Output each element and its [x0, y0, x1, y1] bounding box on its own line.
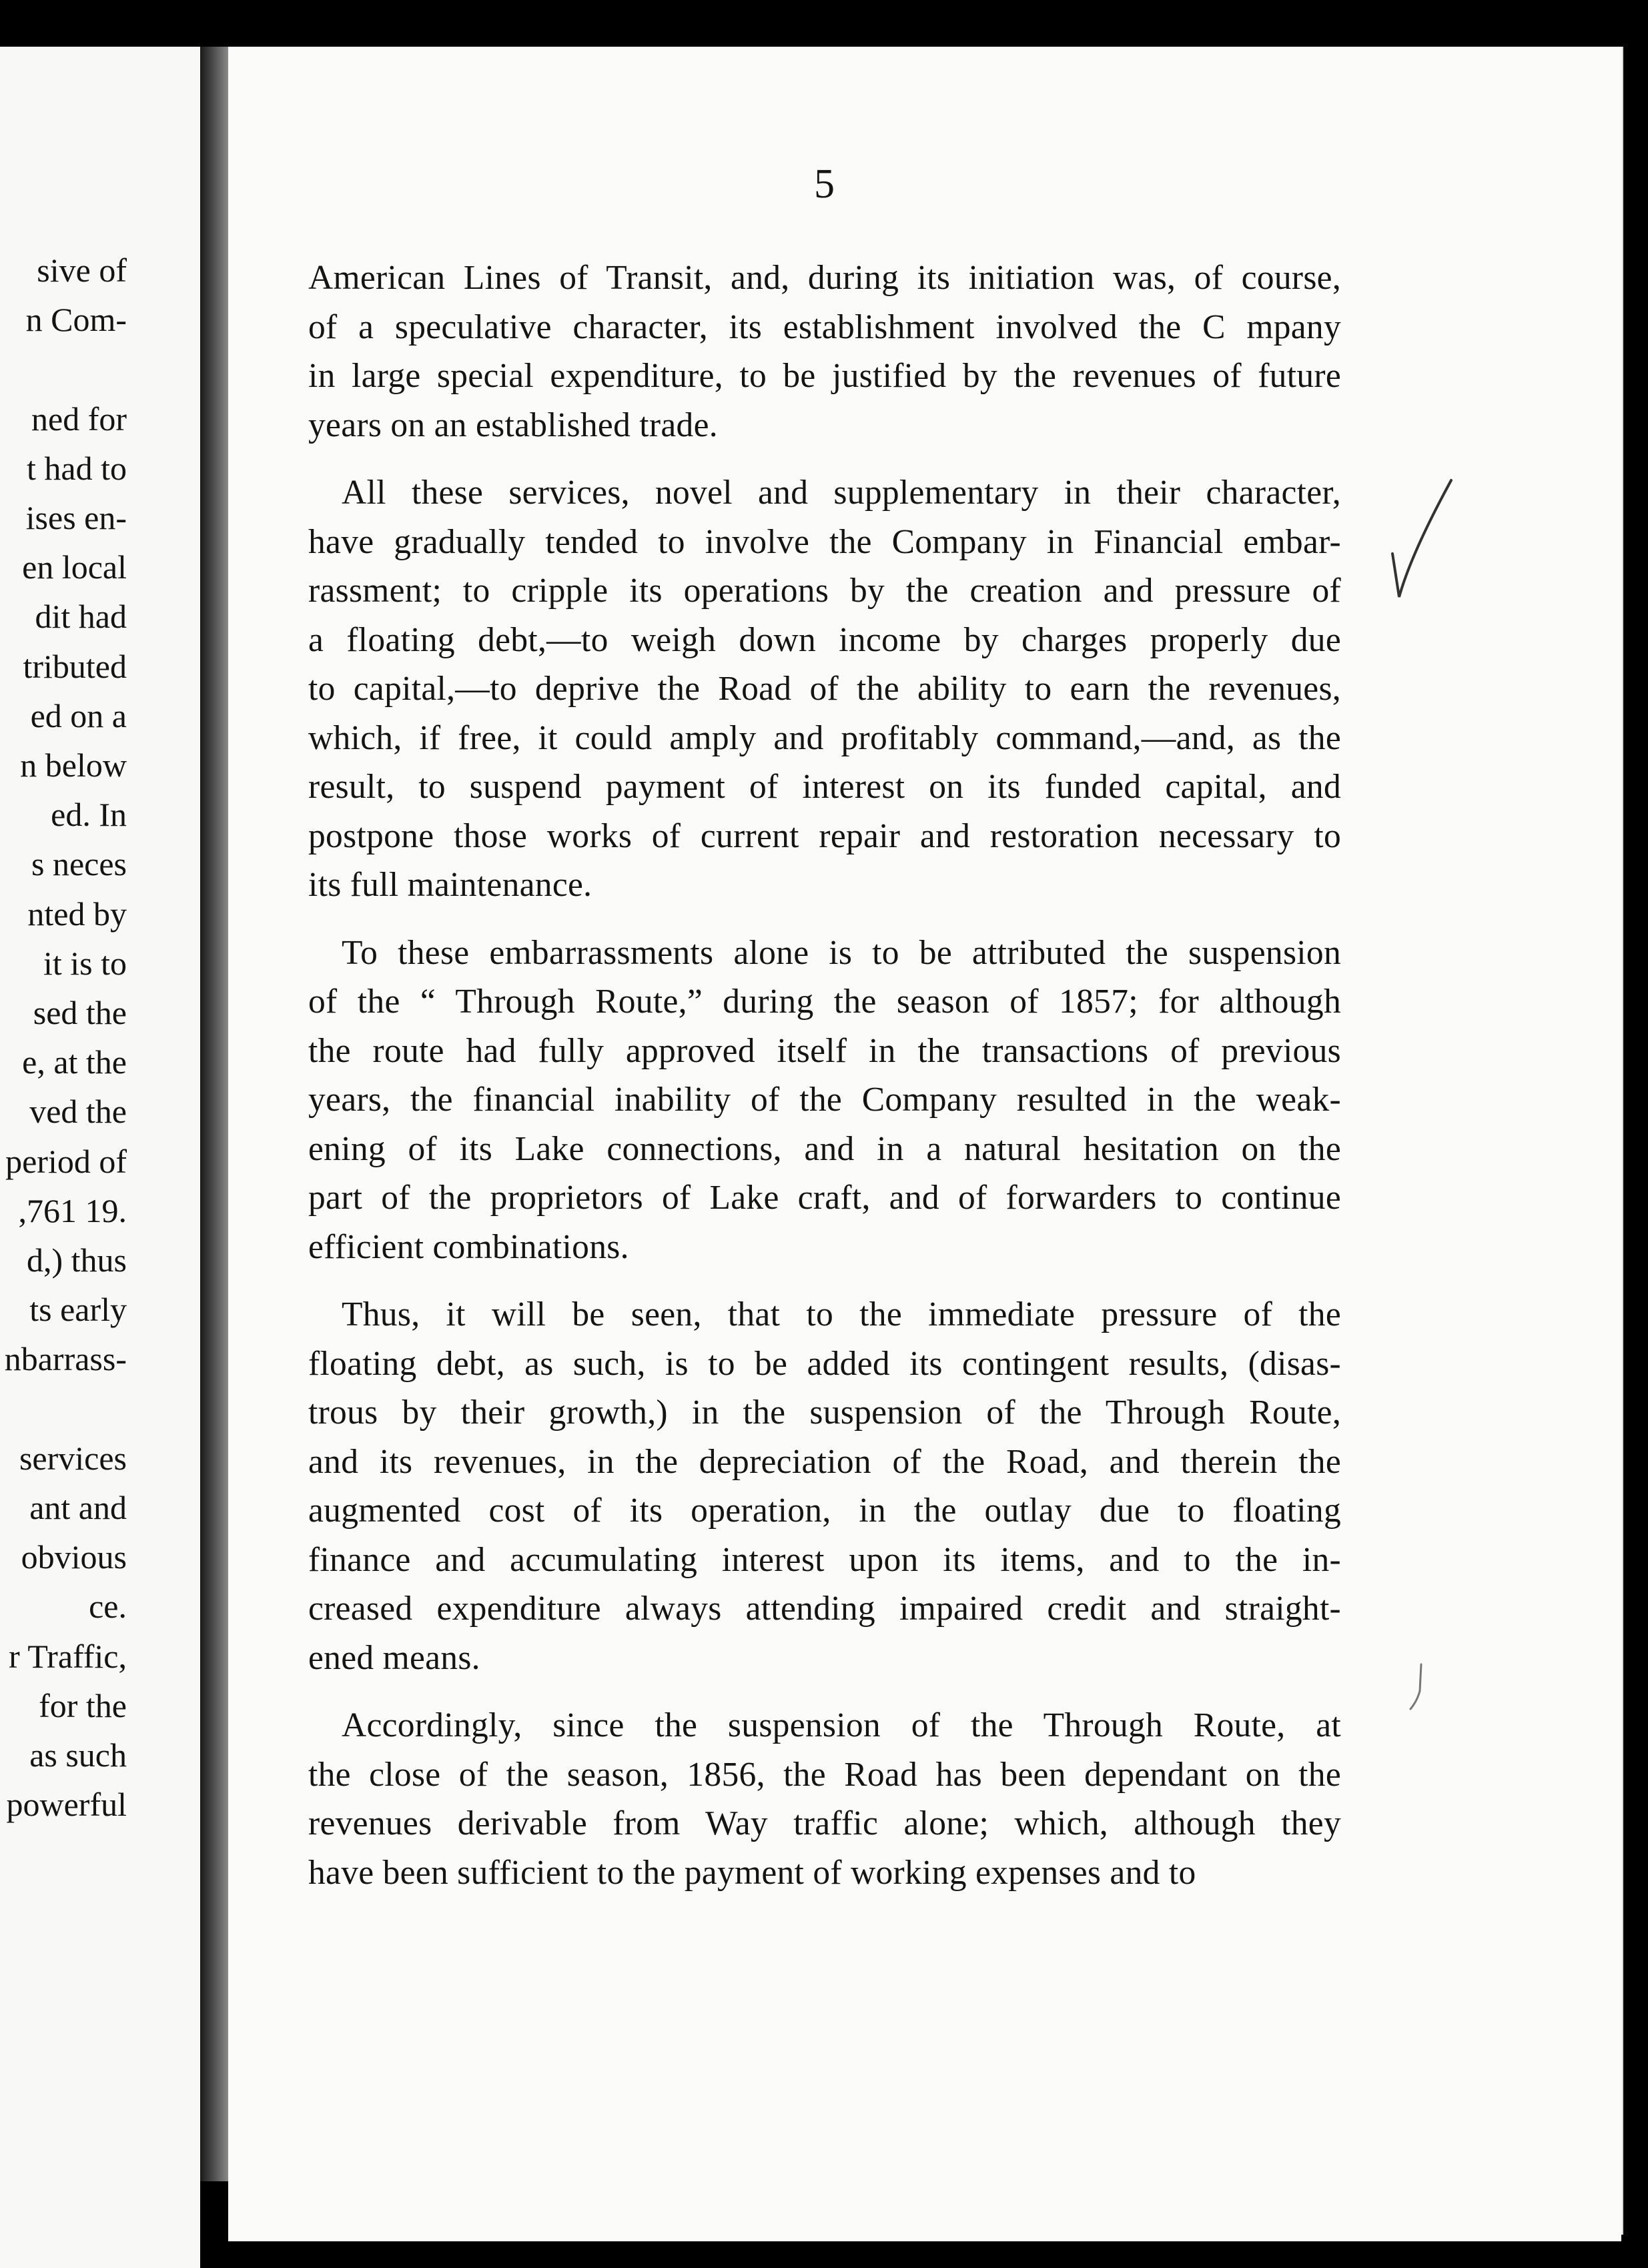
left-page-line: ned for [31, 400, 127, 438]
left-page-line: nted by [27, 895, 127, 933]
left-page-line: it is to [43, 944, 127, 982]
text-line: result, to suspend payment of interest on its funded capital, and [308, 768, 1341, 806]
text-line: postpone those works of current repair and restoration necessary to [308, 816, 1341, 855]
text-line: a floating debt,—to weigh down income by charges properly due [308, 620, 1341, 659]
left-page-line: tributed [23, 647, 127, 685]
text-line: years, the financial inability of the Company resulted in the weak- [308, 1081, 1341, 1119]
left-page-line: ,761 19. [18, 1191, 127, 1229]
text-line: rassment; to cripple its operations by the creation and pressure of [308, 572, 1341, 610]
paragraph [308, 929, 1341, 1272]
left-page-line: period of [5, 1142, 127, 1180]
left-facing-page [0, 47, 200, 2268]
left-page-line: ant and [29, 1489, 127, 1526]
text-line: Thus, it will be seen, that to the immediate pressure of the [342, 1295, 1341, 1333]
left-page-line: ved the [29, 1093, 127, 1131]
text-line: ening of its Lake connections, and in a natural hesitation on the [308, 1129, 1341, 1168]
left-page-line: ises en- [25, 499, 127, 536]
text-line: revenues derivable from Way traffic alone; which, although they [308, 1804, 1341, 1842]
left-page-line: nbarrass- [4, 1340, 127, 1378]
left-page-line: powerful [6, 1786, 127, 1824]
text-line: the close of the season, 1856, the Road has been dependant on the [308, 1755, 1341, 1794]
text-line: trous by their growth,) in the suspension of the Through Route, [308, 1393, 1341, 1432]
page-number: 5 [814, 161, 835, 207]
text-line: part of the proprietors of Lake craft, and of forwarders to continue [308, 1179, 1341, 1217]
text-line: to capital,—to deprive the Road of the ability to earn the revenues, [308, 670, 1341, 708]
text-line: augmented cost of its operation, in the outlay due to floating [308, 1492, 1341, 1530]
left-page-line: ed. In [51, 796, 127, 834]
left-page-line: r Traffic, [9, 1637, 127, 1675]
text-line: years on an established trade. [308, 406, 718, 444]
text-line: have gradually tended to involve the Company in Financial embar- [308, 522, 1341, 561]
text-line: which, if free, it could amply and profitably command,—and, as the [308, 718, 1341, 757]
binding-gutter [200, 47, 228, 2181]
left-page-line: e, at the [22, 1043, 127, 1081]
text-line: All these services, novel and supplementary in their character, [342, 474, 1341, 512]
text-line: floating debt, as such, is to be added its contingent results, (disas- [308, 1344, 1341, 1383]
text-line: finance and accumulating interest upon its items, and to the in- [308, 1540, 1341, 1579]
text-line: and its revenues, in the depreciation of the Road, and therein the [308, 1442, 1341, 1481]
left-page-line: d,) thus [27, 1241, 127, 1279]
text-line: the route had fully approved itself in the transactions of previous [308, 1031, 1341, 1070]
left-page-line: ce. [89, 1588, 127, 1626]
text-line: in large special expenditure, to be justified by the revenues of future [308, 357, 1341, 395]
paragraph [308, 1701, 1341, 1897]
text-line: its full maintenance. [308, 866, 592, 904]
text-line: Accordingly, since the suspension of the Through Route, at [342, 1706, 1341, 1744]
left-page-line: n Com- [25, 301, 127, 339]
left-page-line: en local [22, 548, 127, 586]
text-line: American Lines of Transit, and, during its initiation was, of course, [308, 259, 1341, 297]
left-page-line: as such [29, 1736, 127, 1774]
text-line: efficient combinations. [308, 1227, 629, 1266]
paragraph [308, 468, 1341, 910]
left-page-line: ts early [29, 1291, 127, 1329]
text-line: of a speculative character, its establishment involved the C mpany [308, 308, 1341, 346]
text-line: To these embarrassments alone is to be attributed the suspension [342, 933, 1341, 972]
text-line: of the “ Through Route,” during the season of 1857; for although [308, 983, 1341, 1021]
left-page-line: t had to [27, 449, 127, 487]
left-page-line: n below [20, 746, 127, 784]
text-line: creased expenditure always attending impaired credit and straight- [308, 1590, 1341, 1628]
left-page-line: dit had [35, 598, 127, 636]
body-text [308, 253, 1341, 1916]
paragraph [308, 1290, 1341, 1682]
left-page-line: for the [39, 1686, 127, 1724]
handwritten-checkmark [1384, 474, 1458, 607]
left-page-line: obvious [21, 1538, 127, 1576]
text-line: have been sufficient to the payment of working expenses and to [308, 1853, 1196, 1892]
left-page-line: services [19, 1439, 127, 1477]
paragraph [308, 253, 1341, 450]
left-page-line: sed the [33, 994, 127, 1031]
pencil-mark [1401, 1661, 1428, 1714]
left-page-line: ed on a [30, 696, 127, 734]
left-page-line: s neces [31, 845, 127, 883]
text-line: ened means. [308, 1638, 480, 1677]
left-page-line: sive of [37, 251, 127, 289]
